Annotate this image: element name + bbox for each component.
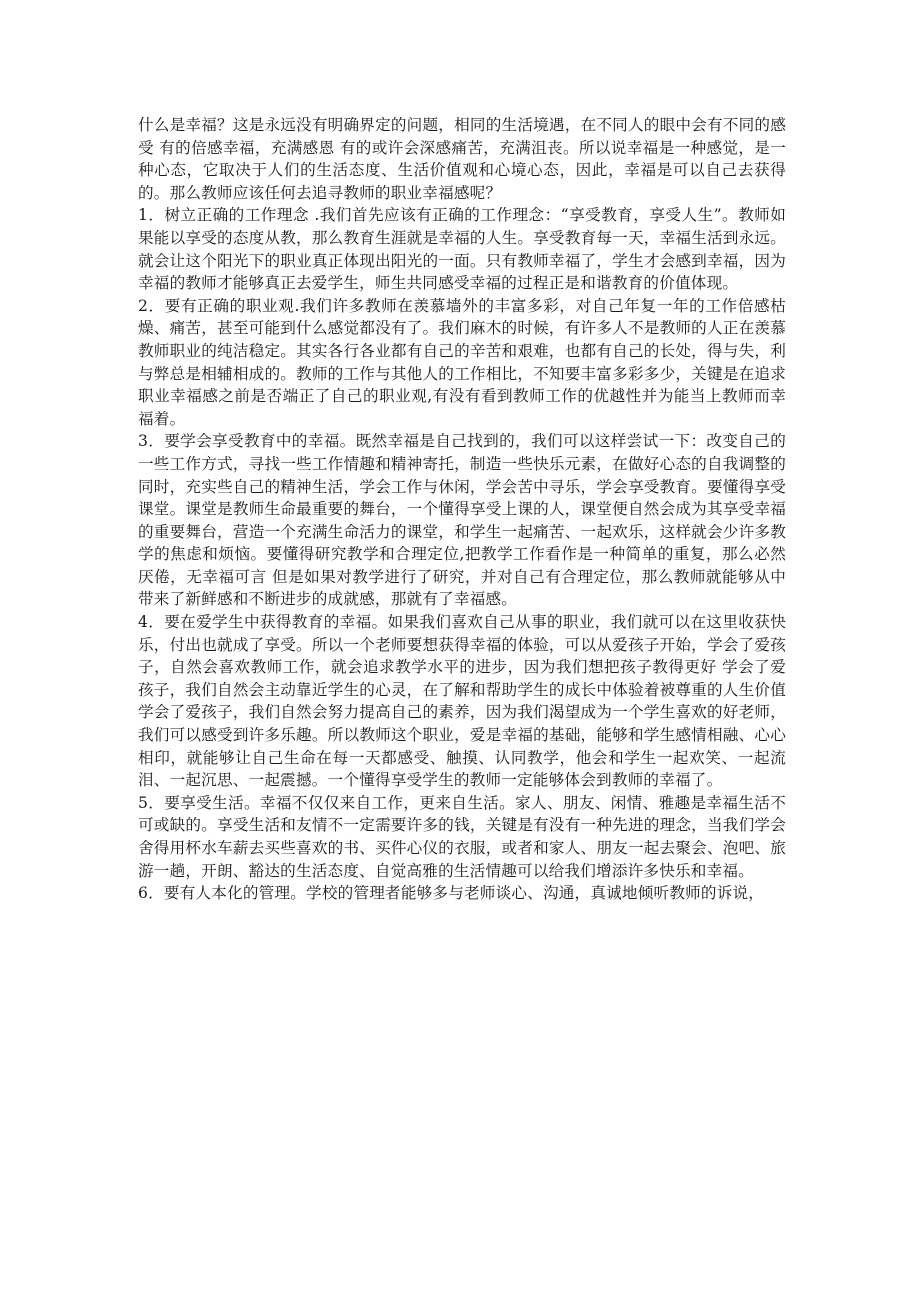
point-4-paragraph: 4．要在爱学生中获得教育的幸福。如果我们喜欢自己从事的职业，我们就可以在这里收获快乐，付出也就成了享受。所以一个老师要想获得幸福的体验，可以从爱孩子开始，学会了爱孩子，自然会喜欢教师工作，就会追求教学水平的进步，因为我们想把孩子教得更好 学会了爱孩子，我们自然会主动靠近学生的心灵，在了解和帮助学生的成长中体验着被尊重的人生价值 学会了爱孩子，我们自然会努力提高自己的素养，因为我们渴望成为一个学生喜欢的好老师，我们可以感受到许多乐趣。所以教师这个职业，爱是幸福的基础，能够和学生感情相融、心心相印，就能够让自己生命在每一天都感受、触摸、认同教学，他会和学生一起欢笑、一起流泪、一起沉思、一起震撼。一个懂得享受学生的教师一定能够体会到教师的幸福了。 xyxy=(138,613,786,790)
point-5-paragraph: 5．要享受生活。幸福不仅仅来自工作，更来自生活。家人、朋友、闲情、雅趣是幸福生活不可或缺的。享受生活和友情不一定需要许多的钱，关键是有没有一种先进的理念，当我们学会舍得用杯水车薪去买些喜欢的书、买件心仪的衣服，或者和家人、朋友一起去聚会、泡吧、旅游一趟，开朗、豁达的生活态度、自觉高雅的生活情趣可以给我们增添许多快乐和幸福。 xyxy=(138,793,786,880)
document-body xyxy=(138,114,786,905)
point-3-paragraph: 3．要学会享受教育中的幸福。既然幸福是自己找到的，我们可以这样尝试一下：改变自己的一些工作方式，寻找一些工作情趣和精神寄托，制造一些快乐元素，在做好心态的自我调整的同时，充实些自己的精神生活，学会工作与休闲，学会苦中寻乐，学会享受教育。要懂得享受课堂。课堂是教师生命最重要的舞台，一个懂得享受上课的人，课堂便自然会成为其享受幸福的重要舞台，营造一个充满生命活力的课堂，和学生一起痛苦、一起欢乐，这样就会少许多教学的焦虑和烦恼。要懂得研究教学和合理定位,把教学工作看作是一种简单的重复，那么必然厌倦，无幸福可言 但是如果对教学进行了研究，并对自己有合理定位，那么教师就能够从中带来了新鲜感和不断进步的成就感，那就有了幸福感。 xyxy=(138,432,786,609)
point-2-paragraph: 2．要有正确的职业观.我们许多教师在羡慕墙外的丰富多彩，对自己年复一年的工作倍感枯燥、痛苦，甚至可能到什么感觉都没有了。我们麻木的时候，有许多人不是教师的人正在羡慕教师职业的纯洁稳定。其实各行各业都有自己的辛苦和艰难，也都有自己的长处，得与失，利与弊总是相辅相成的。教师的工作与其他人的工作相比，不知要丰富多彩多少，关键是在追求职业幸福感之前是否端正了自己的职业观,有没有看到教师工作的优越性并为能当上教师而幸福着。 xyxy=(138,296,786,428)
point-1-paragraph: 1．树立正确的工作理念 .我们首先应该有正确的工作理念：“享受教育，享受人生”。教师如果能以享受的态度从教，那么教育生涯就是幸福的人生。享受教育每一天，幸福生活到永远。就会让这个阳光下的职业真正体现出阳光的一面。只有教师幸福了，学生才会感到幸福，因为幸福的教师才能够真正去爱学生，师生共同感受幸福的过程正是和谐教育的价值体现。 xyxy=(138,206,786,293)
point-6-paragraph: 6．要有人本化的管理。学校的管理者能够多与老师谈心、沟通，真诚地倾听教师的诉说， xyxy=(138,884,765,903)
intro-paragraph: 什么是幸福？这是永远没有明确界定的问题，相同的生活境遇，在不同人的眼中会有不同的感受 有的倍感幸福，充满感恩 有的或许会深感痛苦，充满沮丧。所以说幸福是一种感觉，是一种心态，它取决于人们的生活态度、生活价值观和心境心态，因此，幸福是可以自己去获得的。那么教师应该任何去追寻教师的职业幸福感呢？ xyxy=(138,116,786,202)
